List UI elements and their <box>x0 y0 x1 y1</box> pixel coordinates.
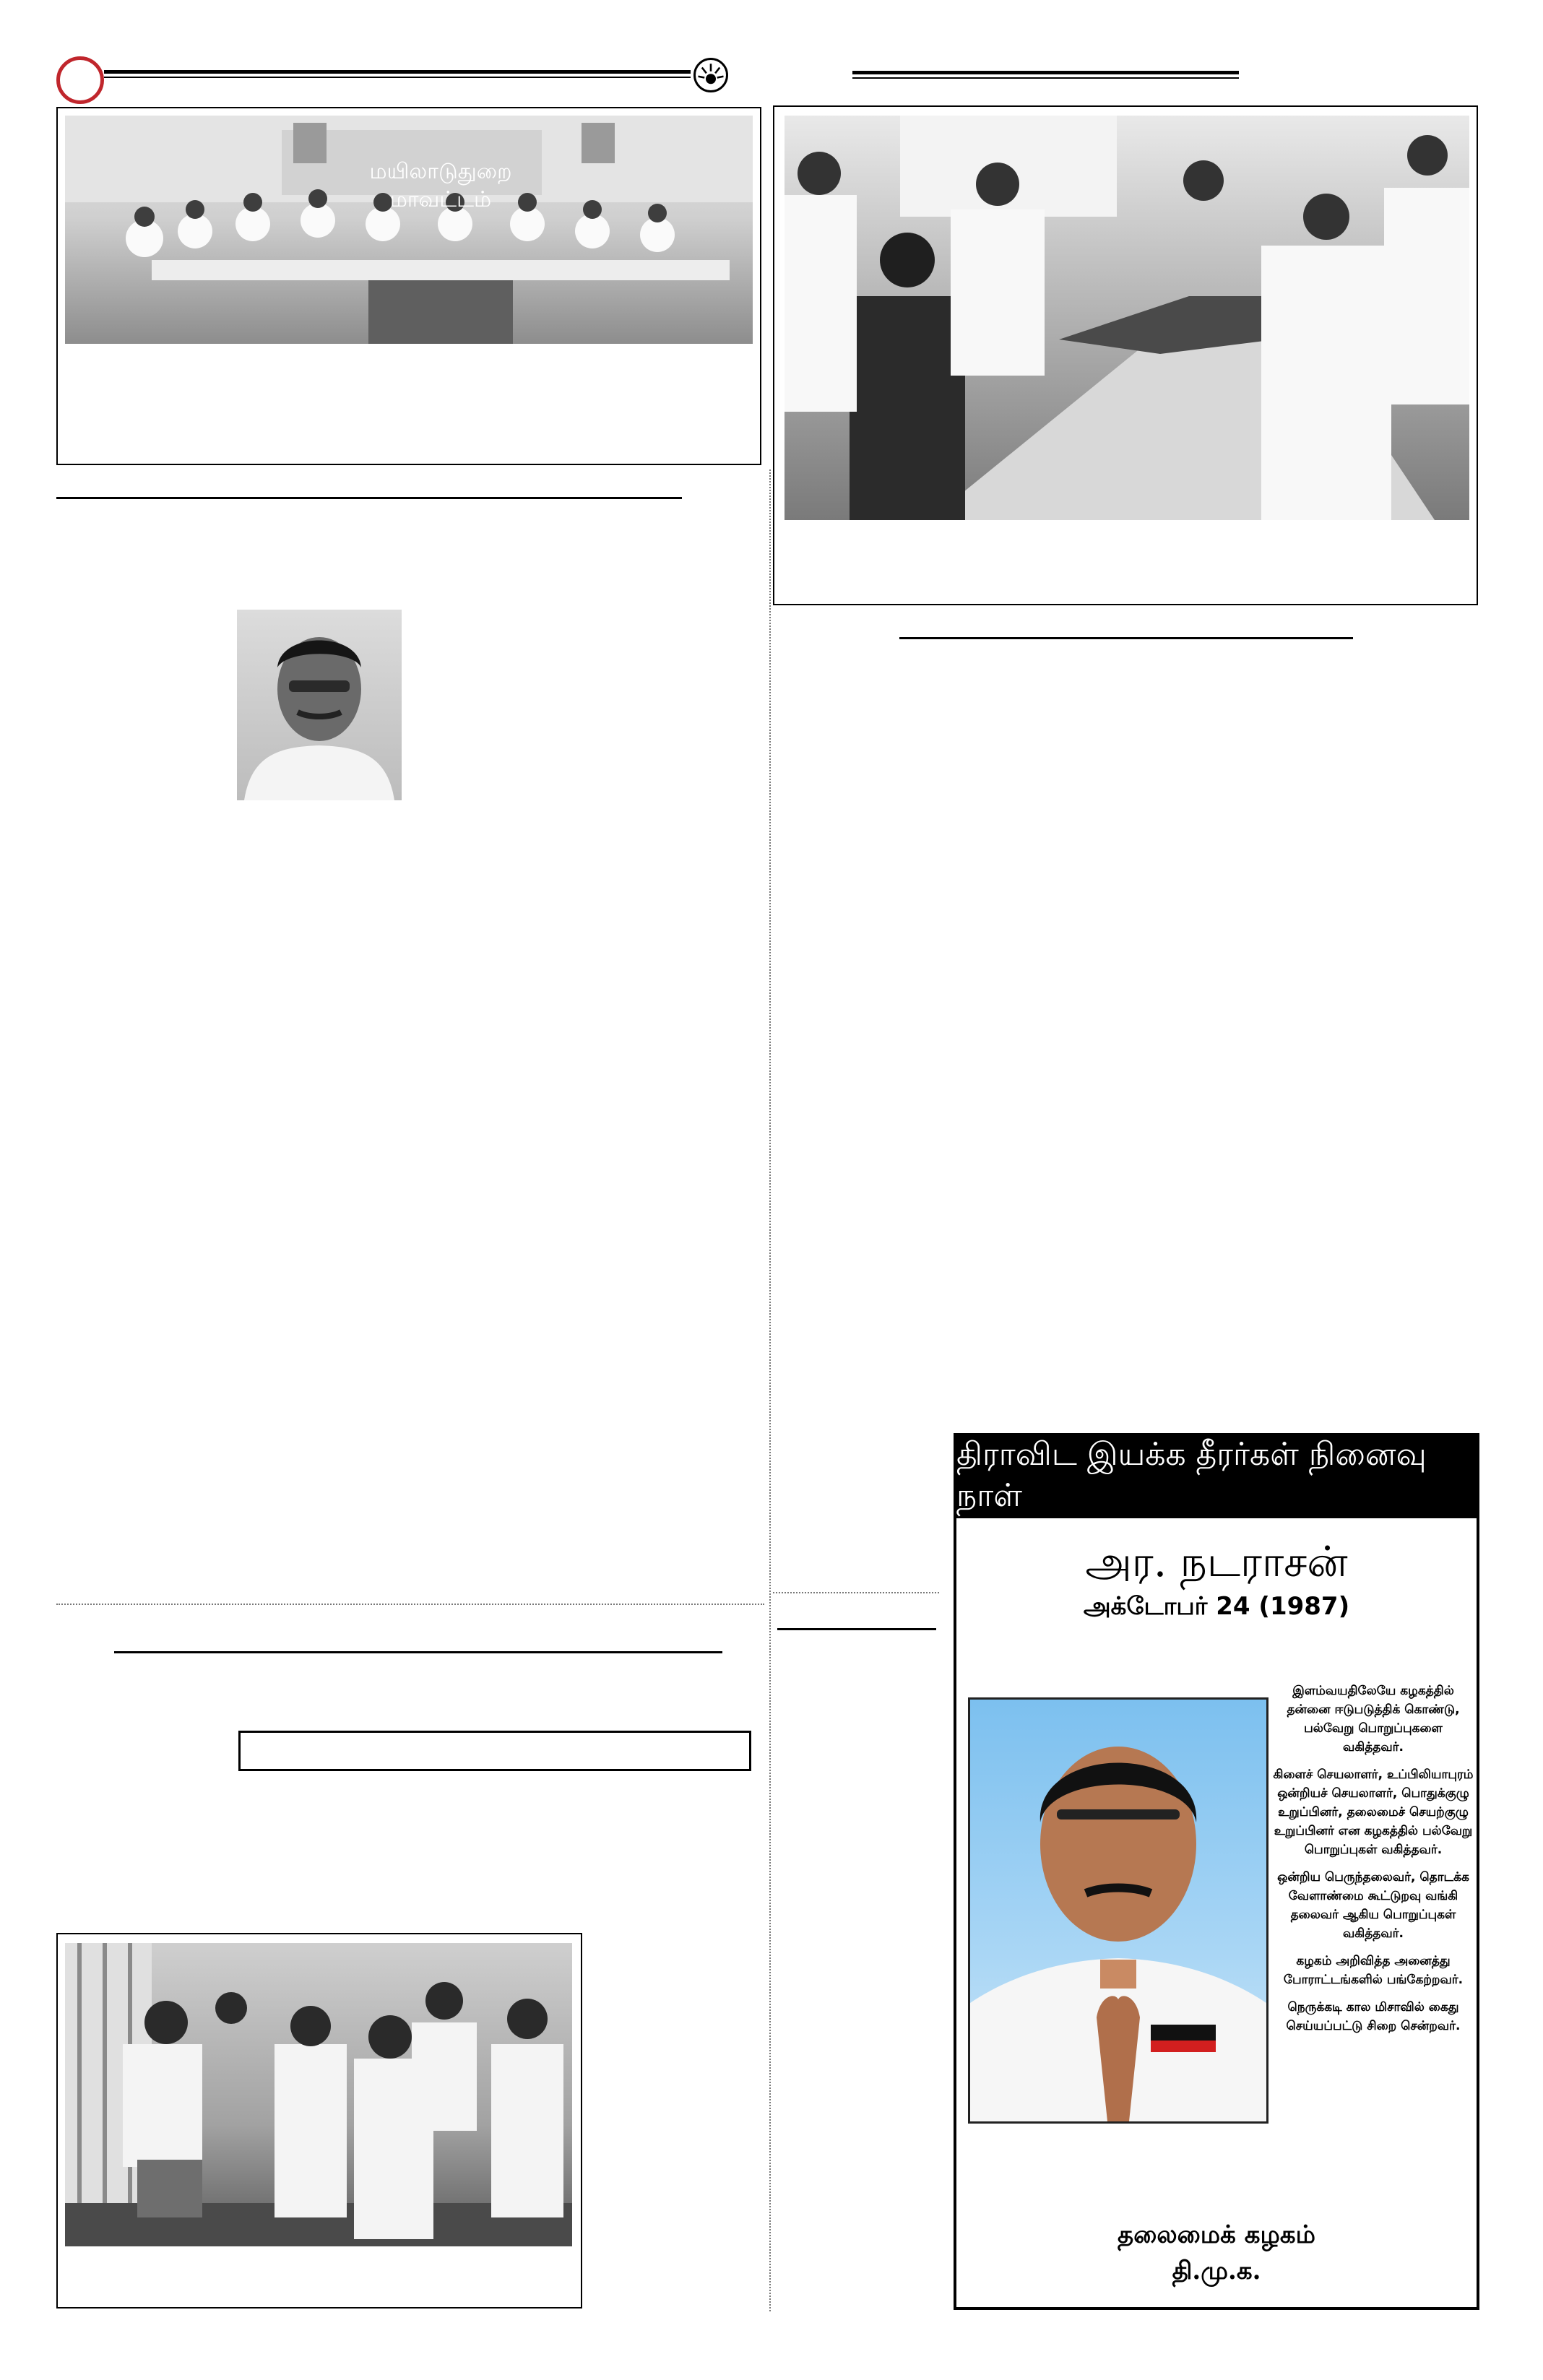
column-divider <box>769 469 771 2311</box>
party-emblem-icon <box>693 58 728 92</box>
header-rule-right-thin <box>852 77 1239 79</box>
memorial-bio-para: இளம்வயதிலேயே கழகத்தில் தன்னை ஈடுபடுத்திக் கொண்டு, பல்வேறு பொறுப்புகளை வகித்தவர். <box>1287 1684 1460 1754</box>
field-visit-photo <box>65 1943 572 2246</box>
memorial-bio-para: நெருக்கடி கால மிசாவில் கைது செய்யப்பட்டு சிறை சென்றவர். <box>1286 2000 1461 2033</box>
meeting-banner-text: மயிலாடுதுறை மாவட்டம் <box>369 159 512 212</box>
left-section-rule <box>56 497 682 499</box>
header-rule-right <box>852 71 1239 74</box>
header-rule-left <box>104 70 691 74</box>
tribute-caption-rule <box>899 637 1353 639</box>
subheading-box <box>238 1731 751 1771</box>
memorial-footer-party: தி.மு.க. <box>1172 2256 1261 2285</box>
memorial-date: அக்டோபர் 24 (1987) <box>1083 1592 1350 1621</box>
memorial-footer-org: தலைமைக் கழகம் <box>1118 2220 1315 2249</box>
memorial-bio-para: கழகம் அறிவித்த அனைத்து போராட்டங்களில் பங்கேற்றவர். <box>1283 1954 1464 1987</box>
meeting-photo <box>65 116 753 344</box>
memorial-bio-para: ஒன்றிய பெருந்தலைவர், தொடக்க வேளாண்மை கூட்டுறவு வங்கி தலைவர் ஆகிய பொறுப்புகள் வகித்தவர். <box>1277 1870 1469 1941</box>
memorial-heading: திராவிட இயக்க தீரர்கள் நினைவு நாள் <box>956 1436 1477 1518</box>
memorial-name: அர. நடராசன் <box>1085 1537 1348 1586</box>
portrait-photo <box>237 610 402 800</box>
memorial-portrait <box>968 1697 1268 2124</box>
mid-separator-dotted <box>773 1592 939 1593</box>
lower-left-rule <box>114 1651 722 1653</box>
field-visit-photo-frame <box>56 1933 582 2308</box>
header-rule-left-thin <box>104 77 691 78</box>
tribute-photo <box>785 116 1469 520</box>
memorial-bio-para: கிளைச் செயலாளர், உப்பிலியாபுரம் ஒன்றியச் செயலாளர், பொதுக்குழு உறுப்பினர், தலைமைச் செயற்குழு உறுப்பினர் என கழகத்தில் பல்வேறு பொறுப்புகள் வகித்தவர். <box>1273 1767 1474 1857</box>
left-separator-dotted <box>56 1604 764 1605</box>
tribute-photo-frame <box>773 105 1478 605</box>
memorial-bio <box>1273 1682 1474 2044</box>
mid-short-rule <box>777 1628 936 1630</box>
page-number-circle <box>56 56 104 104</box>
meeting-photo-frame <box>56 107 761 465</box>
memorial-notice <box>954 1433 1479 2310</box>
